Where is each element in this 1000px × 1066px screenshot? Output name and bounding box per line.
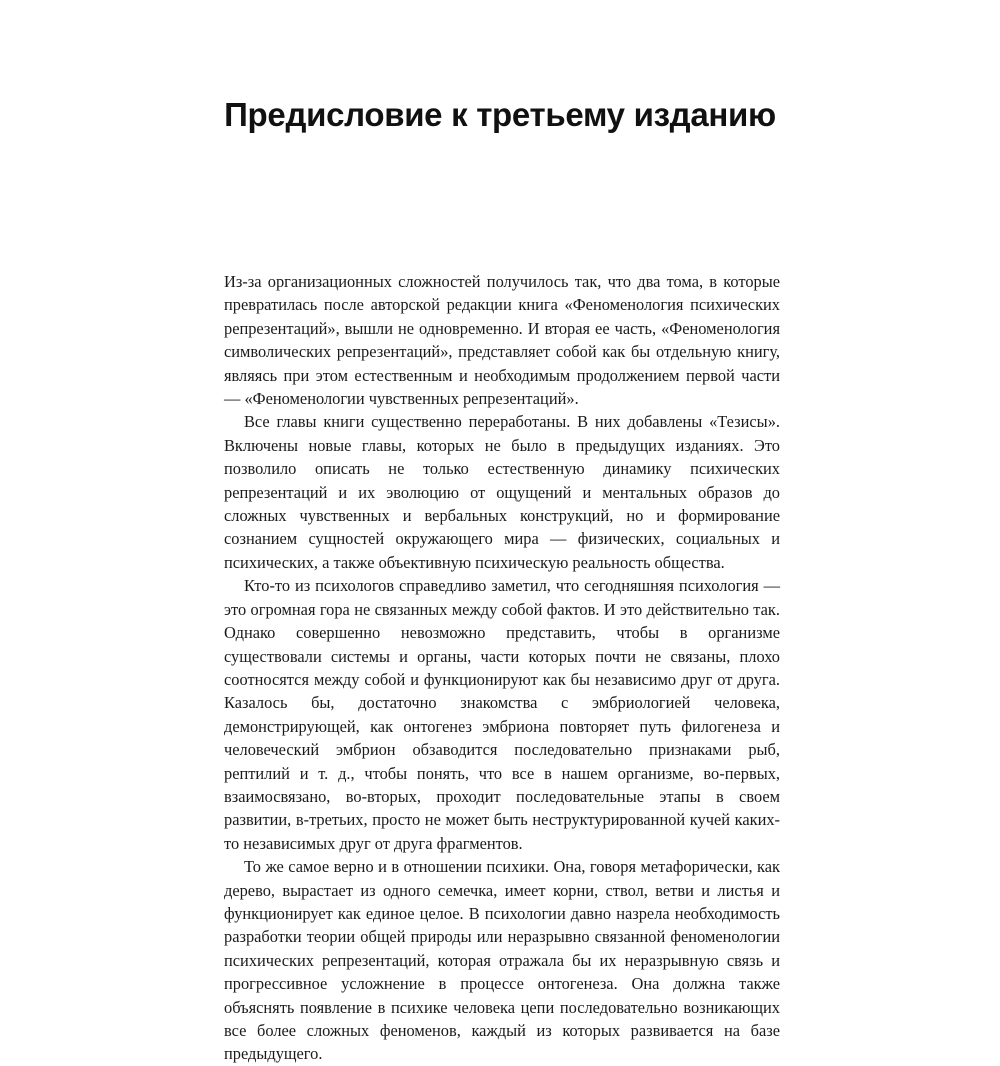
page-title: Предисловие к третьему изданию [224,96,776,133]
paragraph-2: Все главы книги существенно переработаны. В них добавлены «Тезисы». Включены новые главы, которых не было в предыдущих изданиях. Это позволило описать не только естественную динамику психических репрезентаций и их эволюцию от ощущений и ментальных образов до сложных чувственных и вербальных конструкций, но и формирование сознанием сущностей окружающего мира — физических, социальных и психических, а также объективную психическую реальность общества. [224,412,780,572]
paragraph-1: Из-за организационных сложностей получилось так, что два тома, в которые превратилась после авторской редакции книга «Феноменология психических репрезентаций», вышли не одновременно. И вторая ее часть, «Феноменология символических репрезентаций», представляет собой как бы отдельную книгу, являясь при этом естественным и необходимым продолжением первой части — «Феноменологии чувственных репрезентаций». [224,272,780,409]
paragraph-4: То же самое верно и в отношении психики. Она, говоря метафорически, как дерево, вырастает из одного семечка, имеет корни, ствол, ветви и листья и функционирует как единое целое. В психологии давно назрела необходимость разработки теории общей природы или неразрывно связанной феноменологии психических репрезентаций, которая отражала бы их неразрывную связь и прогрессивное усложнение в процессе онтогенеза. Она должна также объяснять появление в психике человека цепи последовательно возникающих все более сложных феноменов, каждый из которых развивается на базе предыдущего. [224,857,780,1064]
paragraph-3: Кто-то из психологов справедливо заметил, что сегодняшняя психология — это огромная гора не связанных между собой фактов. И это действительно так. Однако совершенно невозможно представить, чтобы в организме существовали системы и органы, части которых почти не связаны, плохо соотносятся между собой и функционируют как бы независимо друг от друга. Казалось бы, достаточно знакомства с эмбриологией человека, демонстрирующей, как онтогенез эмбриона повторяет путь филогенеза и человеческий эмбрион обзаводится последовательно признаками рыб, рептилий и т. д., чтобы понять, что все в нашем организме, во-первых, взаимосвязано, во-вторых, проходит последовательные этапы в своем развитии, в-третьих, просто не может быть неструктурированной кучей каких-то независимых друг от друга фрагментов. [224,576,780,853]
body-text [224,270,780,1066]
